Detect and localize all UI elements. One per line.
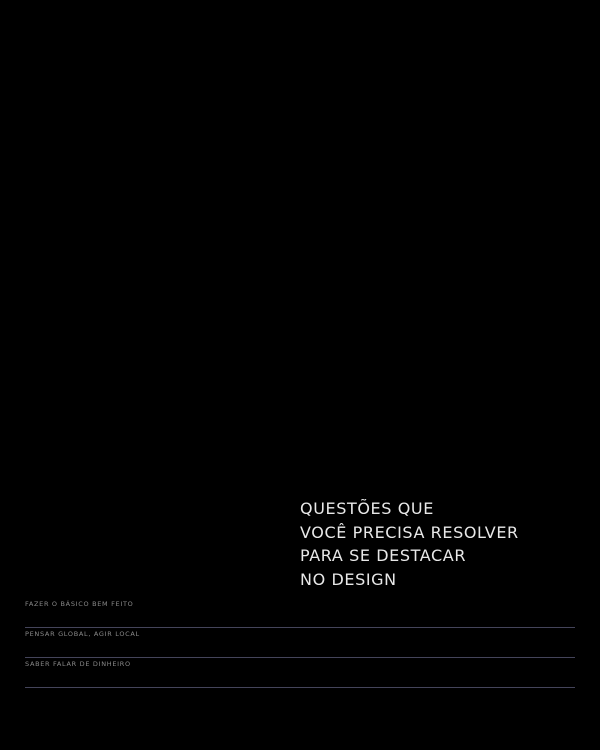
list-item xyxy=(25,628,575,658)
list-item-label: PENSAR GLOBAL, AGIR LOCAL xyxy=(25,630,140,638)
headline-line-4: NO DESIGN xyxy=(300,569,397,589)
list-item xyxy=(25,658,575,688)
list-item-label: FAZER O BÁSICO BEM FEITO xyxy=(25,600,134,608)
headline-line-2: VOCÊ PRECISA RESOLVER xyxy=(300,522,519,542)
topic-list xyxy=(25,598,575,688)
list-item xyxy=(25,598,575,628)
headline-line-1: QUESTÕES QUE xyxy=(300,499,434,518)
headline-line-3: PARA SE DESTACAR xyxy=(300,546,467,565)
headline xyxy=(300,497,519,591)
list-item-label: SABER FALAR DE DINHEIRO xyxy=(25,660,131,668)
